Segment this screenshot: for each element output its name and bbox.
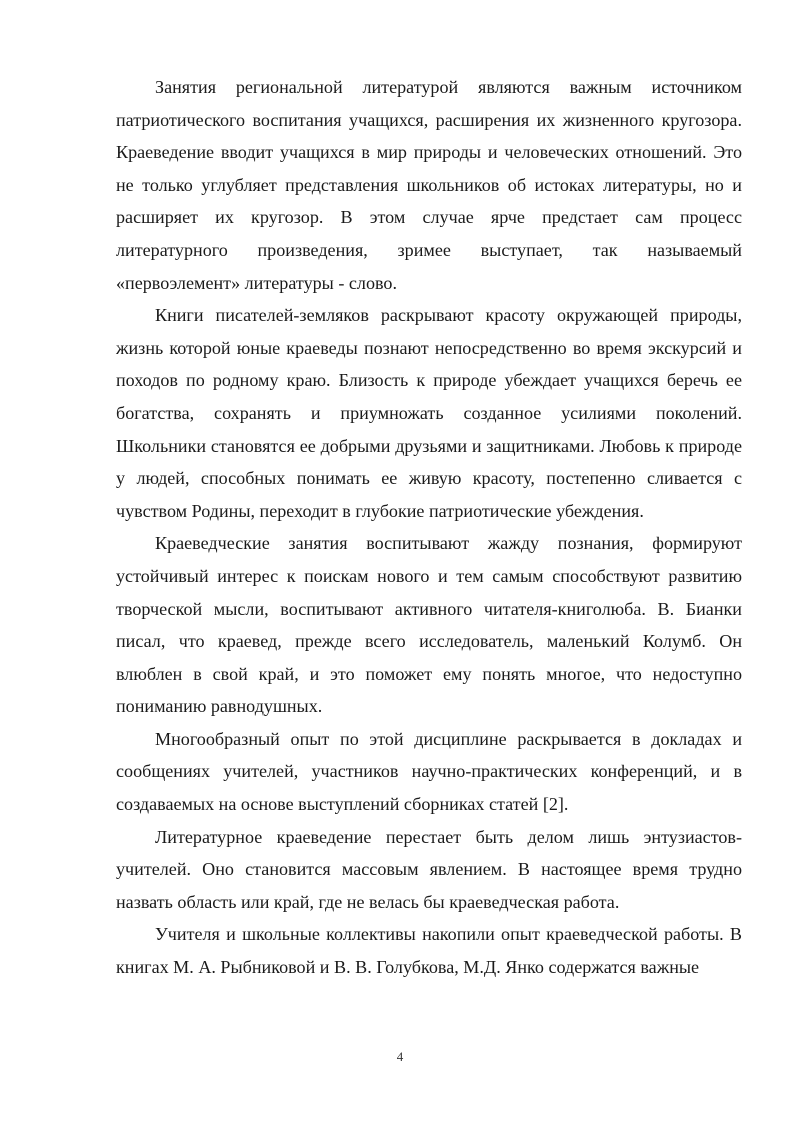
paragraph: Краеведческие занятия воспитывают жажду познания, формируют устойчивый интерес к поискам нового и тем самым способствуют развитию творческой мысли, воспитывают активного читателя-книголюба. В. Бианки писал, что краевед, прежде всего исследователь, маленький Колумб. Он влюблен в свой край, и это поможет ему понять многое, что недоступно пониманию равнодушных. [116,533,742,717]
paragraph: Книги писателей-земляков раскрывают красоту окружающей природы, жизнь которой юные краеведы познают непосредственно во время экскурсий и походов по родному краю. Близость к природе убеждает учащихся беречь ее богатства, сохранять и приумножать созданное усилиями поколений. Школьники становятся ее добрыми друзьями и защитниками. Любовь к природе у людей, способных понимать ее живую красоту, постепенно сливается с чувством Родины, переходит в глубокие патриотические убеждения. [116,305,742,521]
paragraph: Учителя и школьные коллективы накопили опыт краеведческой работы. В книгах М. А. Рыбниковой и В. В. Голубкова, М.Д. Янко содержатся важные [116,924,742,978]
document-page [116,71,742,984]
paragraph: Занятия региональной литературой являются важным источником патриотического воспитания учащихся, расширения их жизненного кругозора. Краеведение вводит учащихся в мир природы и человеческих отношений. Это не только углубляет представления школьников об истоках литературы, но и расширяет их кругозор. В этом случае ярче предстает сам процесс литературного произведения, зримее выступает, так называемый «первоэлемент» литературы - слово. [116,77,742,293]
page-number: 4 [396,1049,404,1064]
paragraph: Литературное краеведение перестает быть делом лишь энтузиастов-учителей. Оно становится массовым явлением. В настоящее время трудно назвать область или край, где не велась бы краеведческая работа. [116,826,742,912]
paragraph: Многообразный опыт по этой дисциплине раскрывается в докладах и сообщениях учителей, участников научно-практических конференций, и в создаваемых на основе выступлений сборниках статей [2]. [116,728,742,815]
